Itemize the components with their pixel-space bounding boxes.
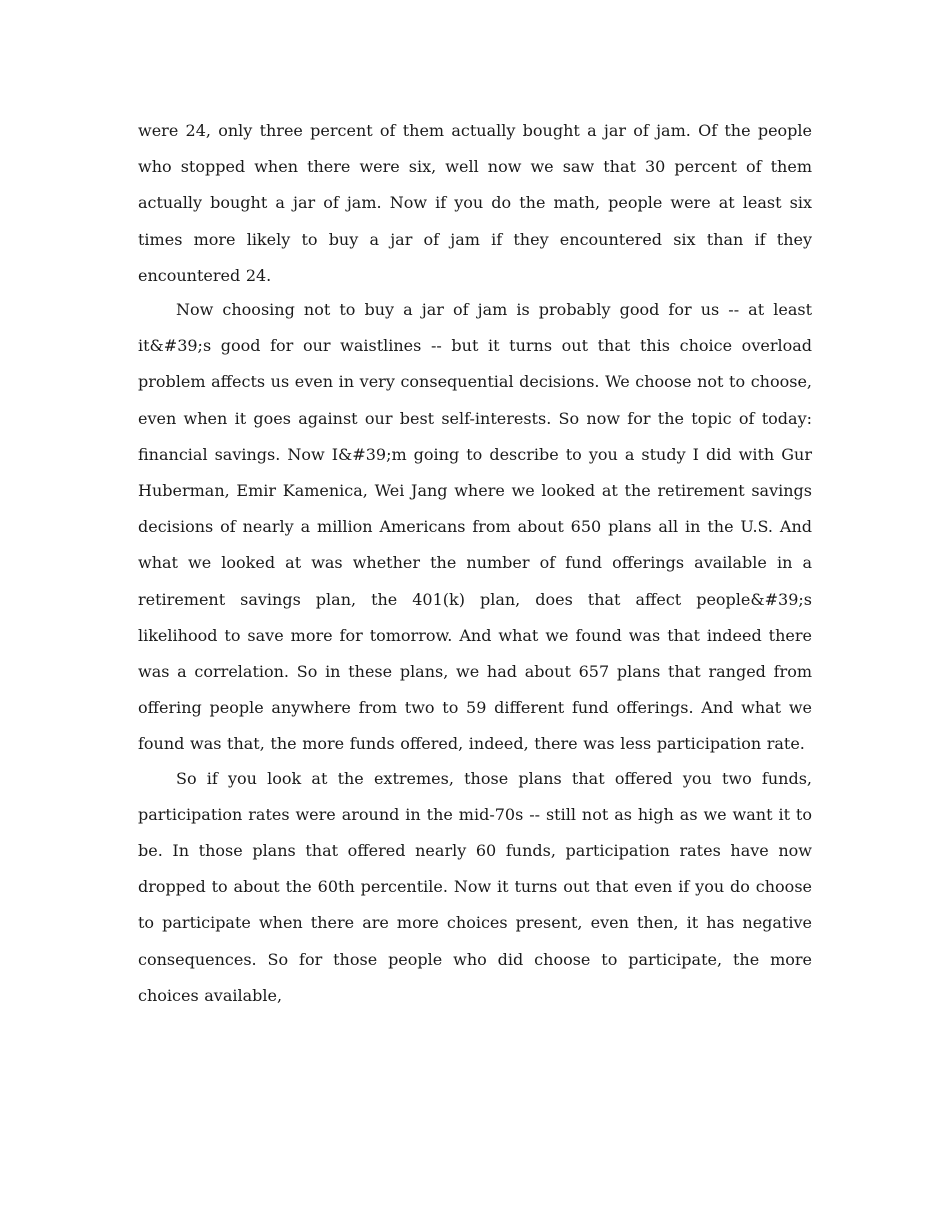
paragraph-choice-overload-savings: Now choosing not to buy a jar of jam is probably good for us -- at least it&#39;s good for our waistlines -- but it turns out that this choice overload problem affects us even in very consequential decisions. We choose not to choose, even when it goes against our best self-interests. So now for the topic of today: financial savings. Now I&#39;m going to describe to you a study I did with Gur Huberman, Emir Kamenica, Wei Jang where we looked at the retirement savings decisions of nearly a million Americans from about 650 plans all in the U.S. And what we looked at was whether the number of fund offerings available in a retirement savings plan, the 401(k) plan, does that affect people&#39;s likelihood to save more for tomorrow. And what we found was that indeed there was a correlation. So in these plans, we had about 657 plans that ranged from offering people anywhere from two to 59 different fund offerings. And what we found was that, the more funds offered, indeed, there was less participation rate.	[138, 300, 812, 754]
paragraph-continuation: were 24, only three percent of them actually bought a jar of jam. Of the people who stopped when there were six, well now we saw that 30 percent of them actually bought a jar of jam. Now if you do the math, people were at least six times more likely to buy a jar of jam if they encountered six than if they encountered 24.	[138, 121, 812, 285]
document-body	[138, 113, 812, 1012]
paragraph-participation-extremes: So if you look at the extremes, those plans that offered you two funds, participation rates were around in the mid-70s -- still not as high as we want it to be. In those plans that offered nearly 60 funds, participation rates have now dropped to about the 60th percentile. Now it turns out that even if you do choose to participate when there are more choices present, even then, it has negative consequences. So for those people who did choose to participate, the more choices available,	[138, 768, 812, 1005]
